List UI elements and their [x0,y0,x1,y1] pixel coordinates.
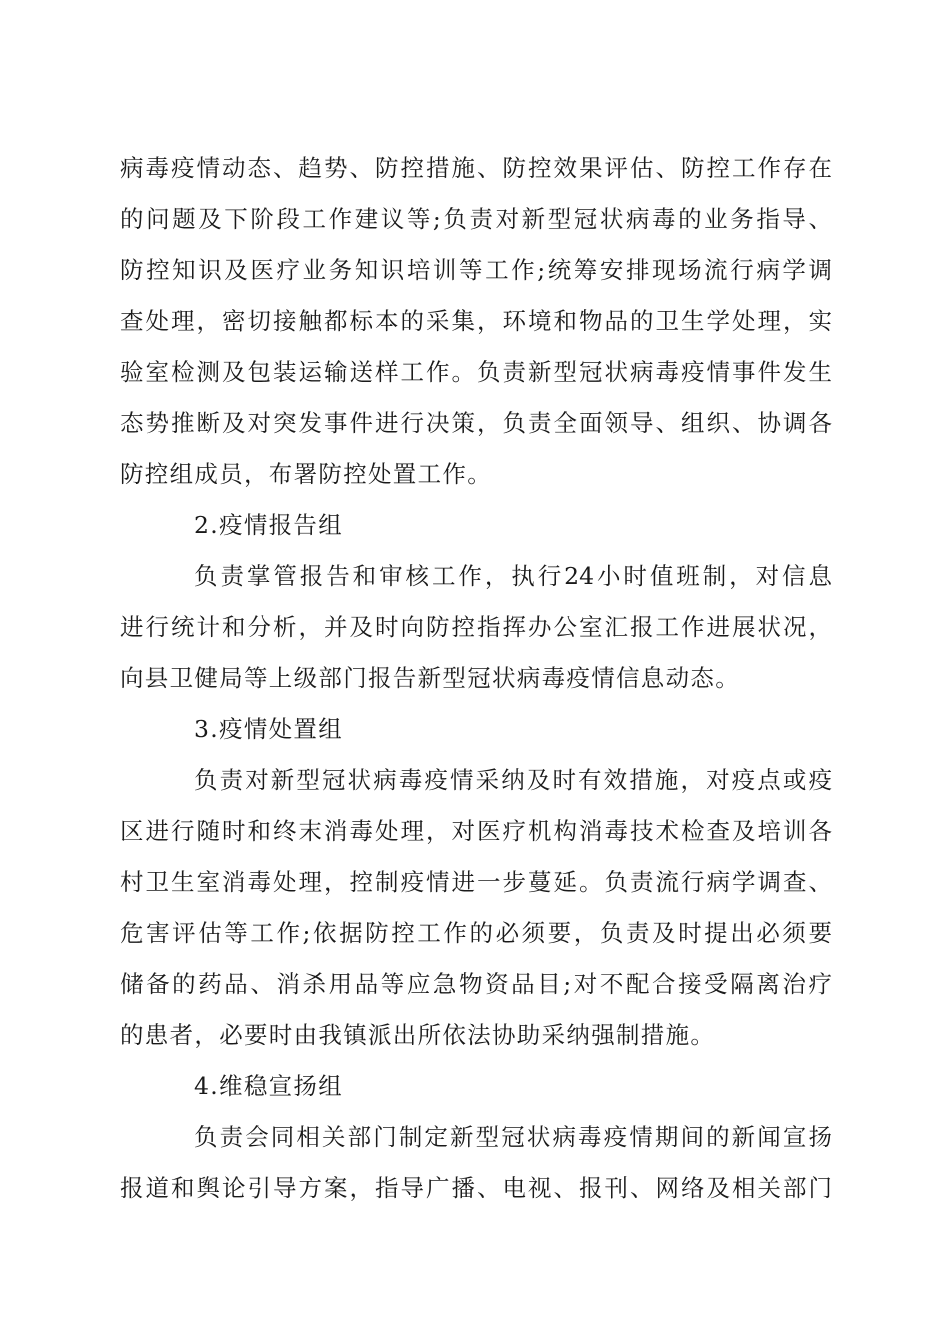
text-line: 报道和舆论引导方案，指导广播、电视、报刊、网络及相关部门 [120,1174,832,1202]
text-line: 查处理，密切接触都标本的采集，环境和物品的卫生学处理，实 [120,307,832,335]
section-heading: 4.维稳宣扬组 [194,1072,344,1100]
section-heading: 3.疫情处置组 [194,715,344,743]
text-line: 危害评估等工作;依据防控工作的必须要，负责及时提出必须要 [120,919,832,947]
text-line: 储备的药品、消杀用品等应急物资品目;对不配合接受隔离治疗 [120,970,832,998]
text-line: 验室检测及包装运输送样工作。负责新型冠状病毒疫情事件发生 [120,358,832,386]
text-line: 区进行随时和终末消毒处理，对医疗机构消毒技术检查及培训各 [120,817,832,845]
section-heading: 2.疫情报告组 [194,511,344,539]
text-line: 的问题及下阶段工作建议等;负责对新型冠状病毒的业务指导、 [120,205,832,233]
text-line: 病毒疫情动态、趋势、防控措施、防控效果评估、防控工作存在 [120,154,832,182]
text-line: 负责会同相关部门制定新型冠状病毒疫情期间的新闻宣扬 [194,1123,832,1151]
text-line: 村卫生室消毒处理，控制疫情进一步蔓延。负责流行病学调查、 [120,868,832,896]
text-line: 负责对新型冠状病毒疫情采纳及时有效措施，对疫点或疫 [194,766,832,794]
paragraph-last-line: 防控组成员，布署防控处置工作。 [120,460,492,488]
text-line: 进行统计和分析，并及时向防控指挥办公室汇报工作进展状况， [120,613,832,641]
text-line: 态势推断及对突发事件进行决策，负责全面领导、组织、协调各 [120,409,832,437]
paragraph-last-line: 的患者，必要时由我镇派出所依法协助采纳强制措施。 [120,1021,716,1049]
paragraph-last-line: 向县卫健局等上级部门报告新型冠状病毒疫情信息动态。 [120,664,740,692]
text-line: 防控知识及医疗业务知识培训等工作;统筹安排现场流行病学调 [120,256,832,284]
text-line: 负责掌管报告和审核工作，执行24小时值班制，对信息 [194,562,832,590]
